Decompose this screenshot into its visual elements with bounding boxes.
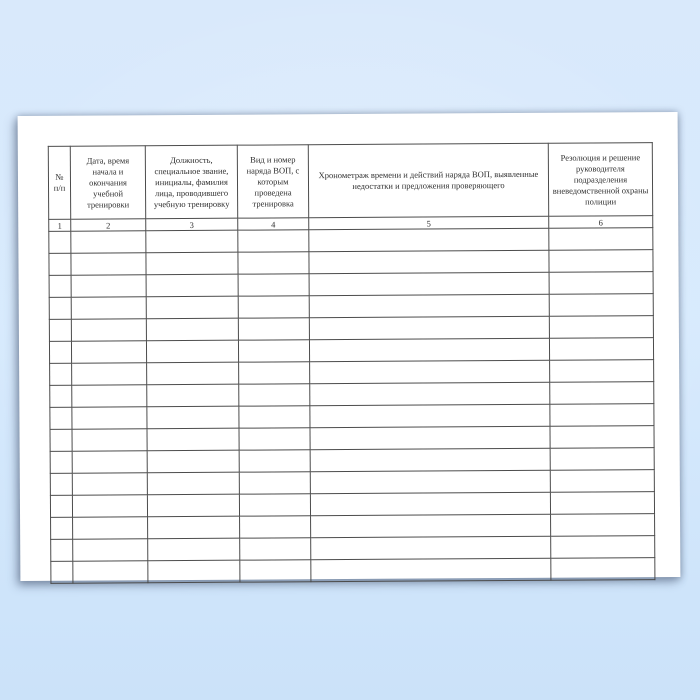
empty-cell xyxy=(49,297,71,319)
document-page xyxy=(18,112,681,581)
empty-cell xyxy=(147,472,239,495)
empty-cell xyxy=(309,316,549,339)
empty-cell xyxy=(51,561,73,583)
empty-cell xyxy=(550,448,654,471)
empty-cell xyxy=(71,275,146,297)
empty-cell xyxy=(51,517,73,539)
empty-cell xyxy=(550,382,654,405)
empty-cell xyxy=(148,516,240,539)
empty-cell xyxy=(549,250,653,273)
empty-cell xyxy=(310,492,550,515)
column-number: 6 xyxy=(549,216,653,229)
empty-cell xyxy=(147,494,239,517)
empty-cell xyxy=(146,230,238,253)
empty-cell xyxy=(50,429,72,451)
empty-cell xyxy=(310,448,550,471)
empty-cell xyxy=(550,360,654,383)
empty-cell xyxy=(240,560,311,582)
empty-cell xyxy=(72,495,147,517)
empty-cell xyxy=(146,296,238,319)
empty-cell xyxy=(550,470,654,493)
column-header-date-time: Дата, время начала и окончания учебной тренировки xyxy=(70,146,145,219)
empty-cell xyxy=(310,360,550,383)
empty-cell xyxy=(549,294,653,317)
empty-cell xyxy=(49,341,71,363)
empty-cell xyxy=(49,319,71,341)
column-number: 4 xyxy=(238,218,309,230)
empty-cell xyxy=(310,404,550,427)
empty-cell xyxy=(50,385,72,407)
empty-cell xyxy=(71,297,146,319)
empty-cell xyxy=(49,231,71,253)
training-log-table xyxy=(48,142,656,584)
empty-cell xyxy=(551,558,655,581)
column-number: 2 xyxy=(71,219,146,231)
empty-cell xyxy=(71,319,146,341)
empty-cell xyxy=(238,252,309,274)
empty-cell xyxy=(72,407,147,429)
empty-cell xyxy=(309,294,549,317)
empty-cell xyxy=(146,274,238,297)
column-header-squad: Вид и номер наряда ВОП, с которым проведена тренировка xyxy=(237,145,308,218)
empty-cell xyxy=(239,472,310,494)
empty-cell xyxy=(311,536,551,559)
empty-cell xyxy=(549,228,653,251)
empty-cell xyxy=(309,272,549,295)
empty-cell xyxy=(238,274,309,296)
empty-cell xyxy=(309,250,549,273)
empty-cell xyxy=(72,363,147,385)
column-header-resolution: Резолюция и решение руководителя подразделения вневедомственной охраны полиции xyxy=(548,143,652,217)
empty-cell xyxy=(50,363,72,385)
empty-cell xyxy=(239,384,310,406)
empty-cell xyxy=(239,406,310,428)
empty-cell xyxy=(310,470,550,493)
empty-cell xyxy=(239,494,310,516)
empty-cell xyxy=(147,362,239,385)
empty-cell xyxy=(50,451,72,473)
empty-cell xyxy=(72,429,147,451)
column-number: 1 xyxy=(49,219,71,231)
empty-cell xyxy=(148,560,240,583)
empty-cell xyxy=(146,340,238,363)
empty-cell xyxy=(311,558,551,581)
empty-cell xyxy=(50,495,72,517)
empty-cell xyxy=(72,385,147,407)
empty-cell xyxy=(549,338,653,361)
empty-cell xyxy=(147,428,239,451)
empty-cell xyxy=(309,228,549,251)
empty-cell xyxy=(551,536,655,559)
empty-cell xyxy=(49,253,71,275)
empty-cell xyxy=(309,338,549,361)
empty-cell xyxy=(50,407,72,429)
empty-cell xyxy=(551,514,655,537)
empty-cell xyxy=(148,538,240,561)
empty-cell xyxy=(147,384,239,407)
empty-cell xyxy=(550,426,654,449)
empty-cell xyxy=(71,341,146,363)
empty-cell xyxy=(238,230,309,252)
empty-cell xyxy=(238,318,309,340)
empty-cell xyxy=(72,451,147,473)
empty-cell xyxy=(73,539,148,561)
empty-cell xyxy=(238,296,309,318)
column-header-serial: № п/п xyxy=(48,146,70,219)
empty-cell xyxy=(238,340,309,362)
empty-cell xyxy=(549,272,653,295)
column-number: 3 xyxy=(146,218,238,231)
empty-cell xyxy=(73,517,148,539)
empty-cell xyxy=(239,362,310,384)
empty-cell xyxy=(550,404,654,427)
empty-cell xyxy=(51,539,73,561)
empty-cell xyxy=(240,516,311,538)
empty-cell xyxy=(310,382,550,405)
empty-cell xyxy=(50,473,72,495)
empty-cell xyxy=(550,492,654,515)
empty-cell xyxy=(71,231,146,253)
empty-cell xyxy=(311,514,551,537)
empty-cell xyxy=(146,252,238,275)
table-header-row xyxy=(48,143,652,220)
empty-cell xyxy=(71,253,146,275)
column-header-official: Должность, специальное звание, инициалы, фамилия лица, проводившего учебную тренировку xyxy=(145,145,237,219)
empty-cell xyxy=(73,561,148,583)
table-body xyxy=(49,228,655,584)
empty-cell xyxy=(147,406,239,429)
column-number: 5 xyxy=(309,216,549,229)
empty-cell xyxy=(310,426,550,449)
empty-cell xyxy=(147,450,239,473)
empty-cell xyxy=(549,316,653,339)
column-header-timing: Хронометраж времени и действий наряда ВОП, выявленные недостатки и предложения проверяющего xyxy=(308,143,548,217)
empty-cell xyxy=(239,450,310,472)
empty-cell xyxy=(146,318,238,341)
empty-cell xyxy=(72,473,147,495)
empty-cell xyxy=(240,538,311,560)
empty-cell xyxy=(239,428,310,450)
empty-cell xyxy=(49,275,71,297)
table-row xyxy=(51,558,655,584)
